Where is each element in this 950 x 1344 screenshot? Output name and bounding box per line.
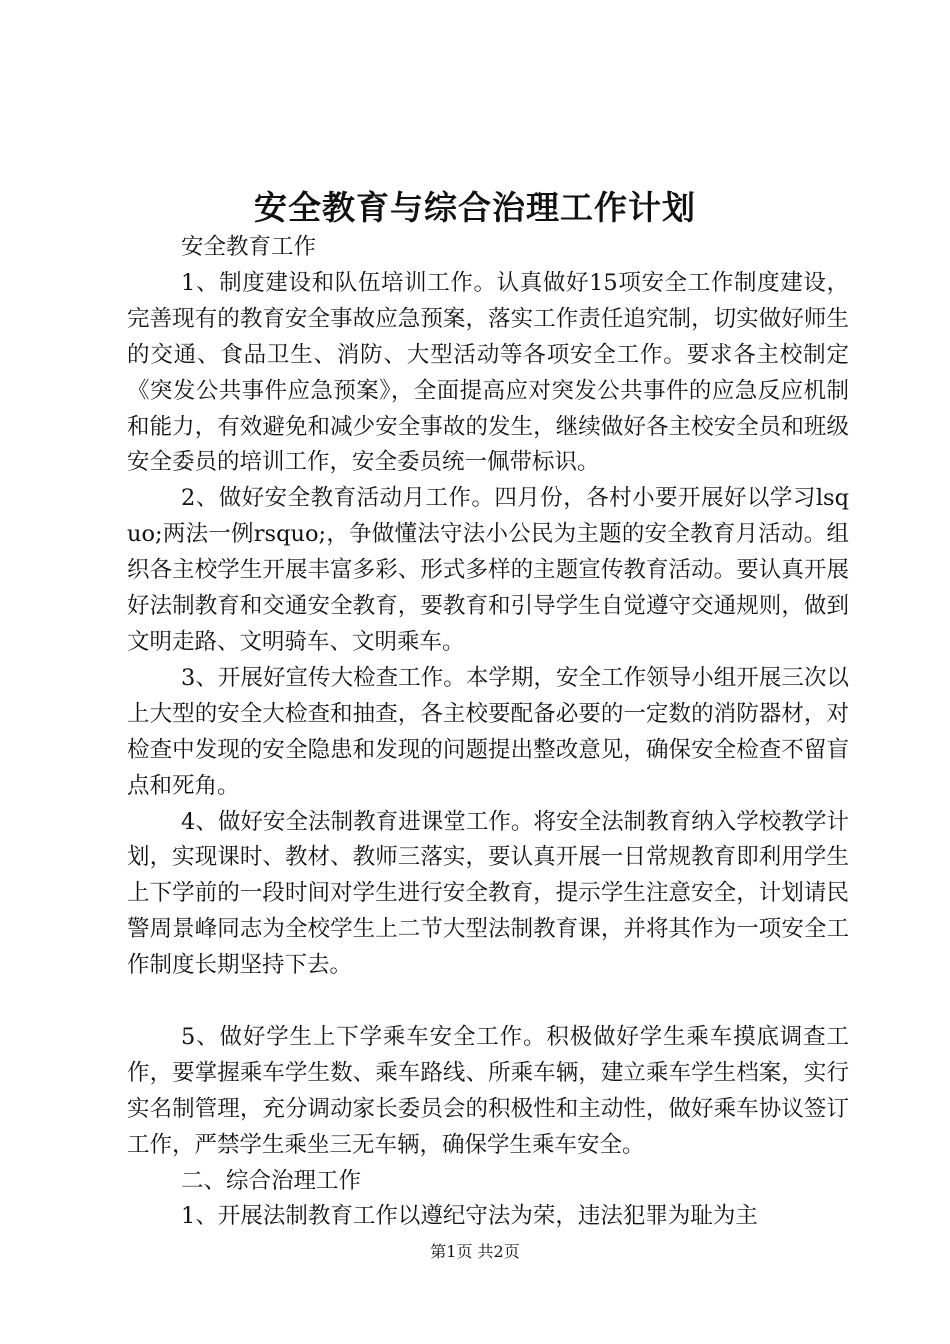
- blank-line: [127, 984, 849, 1020]
- paragraph-5-bus-safety: 5、做好学生上下学乘车安全工作。积极做好学生乘车摸底调查工作，要掌握乘车学生数、乘车路线、所乘车辆，建立乘车学生档案，实行实名制管理，充分调动家长委员会的积极性和主动性，做好乘车协议签订工作，严禁学生乘坐三无车辆，确保学生乘车安全。: [127, 1023, 849, 1158]
- document-body: [127, 230, 849, 1235]
- section-heading-safety-education: 安全教育工作: [181, 234, 317, 260]
- paragraph-2-safety-month: 2、做好安全教育活动月工作。四月份，各村小要开展好以学习lsquo;两法一例rsquo;，争做懂法守法小公民为主题的安全教育月活动。组织各主校学生开展丰富多彩、形式多样的主题宣传教育活动。要认真开展好法制教育和交通安全教育，要教育和引导学生自觉遵守交通规则，做到文明走路、文明骑车、文明乘车。: [127, 485, 849, 655]
- section-heading-comprehensive-governance: 二、综合治理工作: [181, 1167, 362, 1194]
- paragraph-3-inspection: 3、开展好宣传大检查工作。本学期，安全工作领导小组开展三次以上大型的安全大检查和抽查，各主校要配备必要的一定数的消防器材，对检查中发现的安全隐患和发现的问题提出整改意见，确保安全检查不留盲点和死角。: [127, 664, 849, 799]
- paragraph-4-law-education: 4、做好安全法制教育进课堂工作。将安全法制教育纳入学校教学计划，实现课时、教材、教师三落实，要认真开展一日常规教育即利用学生上下学前的一段时间对学生进行安全教育，提示学生注意安全，计划请民警周景峰同志为全校学生上二节大型法制教育课，并将其作为一项安全工作制度长期坚持下去。: [127, 808, 849, 979]
- document-title: 安全教育与综合治理工作计划: [254, 188, 696, 227]
- paragraph-1-system-construction: 1、制度建设和队伍培训工作。认真做好15项安全工作制度建设，完善现有的教育安全事故应急预案，落实工作责任追究制，切实做好师生的交通、食品卫生、消防、大型活动等各项安全工作。要求各主校制定《突发公共事件应急预案》，全面提高应对突发公共事件的应急反应机制和能力，有效避免和减少安全事故的发生，继续做好各主校安全员和班级安全委员的培训工作，安全委员统一佩带标识。: [127, 269, 849, 476]
- paragraph-6-legal-education: 1、开展法制教育工作以遵纪守法为荣，违法犯罪为耻为主: [181, 1203, 758, 1230]
- page-footer: 第1页 共2页: [430, 1242, 520, 1261]
